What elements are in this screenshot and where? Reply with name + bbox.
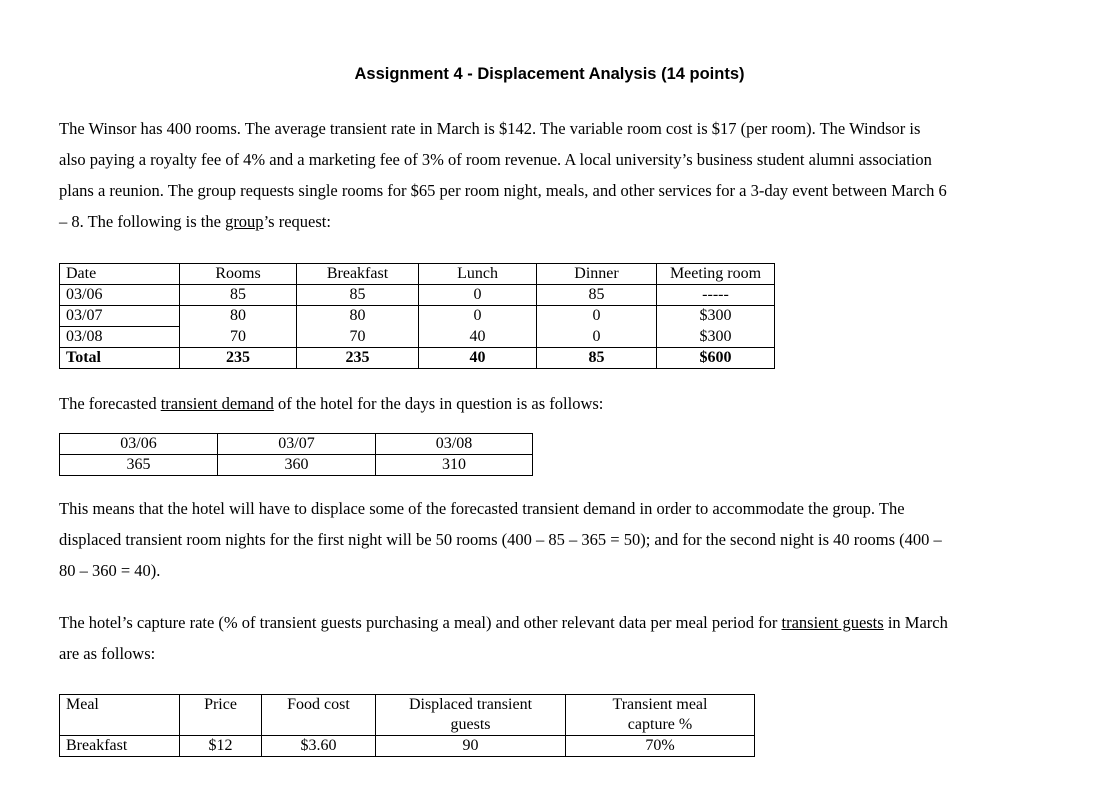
intro-line: The Winsor has 400 rooms. The average transient rate in March is $142. The variable room cost is $17 (per room). The Windsor is [59,119,921,138]
table-row: 03/06 03/07 03/08 [60,434,533,455]
intro-line: plans a reunion. The group requests single rooms for $65 per room night, meals, and other services for a 3-day event between March 6 [59,181,947,200]
table-header-row: Meal Price Food cost Displaced transient guests Transient meal capture % [60,695,755,736]
header-lunch: Lunch [419,264,537,285]
table-total-row: Total 235 235 40 85 $600 [60,348,775,369]
forecast-intro: The forecasted transient demand of the hotel for the days in question is as follows: [59,394,604,413]
table-row: 365 360 310 [60,455,533,476]
capture-paragraph: The hotel’s capture rate (% of transient guests purchasing a meal) and other relevant data per meal period for transient guests in March are as follows: [59,613,948,663]
displacement-paragraph: This means that the hotel will have to displace some of the forecasted transient demand in order to accommodate the group. The displaced transient room nights for the first night will be 50 rooms (400 – 85 – 365 = 50); and for the second night is 40 rooms (400 – 80 – 360 = 40). [59,499,942,580]
transient-guests-link-text: transient guests [781,613,884,632]
intro-line: also paying a royalty fee of 4% and a marketing fee of 3% of room revenue. A local university’s business student alumni association [59,150,932,169]
table-row: Breakfast $12 $3.60 90 70% [60,736,755,757]
table-header-row [60,264,775,285]
table-row: 03/08 70 70 40 0 $300 [60,327,775,348]
header-meeting-room: Meeting room [657,264,775,285]
header-dinner: Dinner [537,264,657,285]
table-row: 03/07 80 80 0 0 $300 [60,306,775,327]
group-link-text: group [225,212,264,231]
header-breakfast: Breakfast [297,264,419,285]
capture-rate-table [59,694,755,757]
table-row: 03/06 85 85 0 85 ----- [60,285,775,306]
transient-demand-link-text: transient demand [160,394,274,413]
header-date: Date [60,264,180,285]
transient-demand-table [59,433,533,476]
header-rooms: Rooms [180,264,297,285]
page-title: Assignment 4 - Displacement Analysis (14 points) [354,65,745,83]
intro-line: – 8. The following is the group’s request: [59,212,331,231]
intro-paragraph [59,113,1044,237]
group-request-table [59,263,775,369]
